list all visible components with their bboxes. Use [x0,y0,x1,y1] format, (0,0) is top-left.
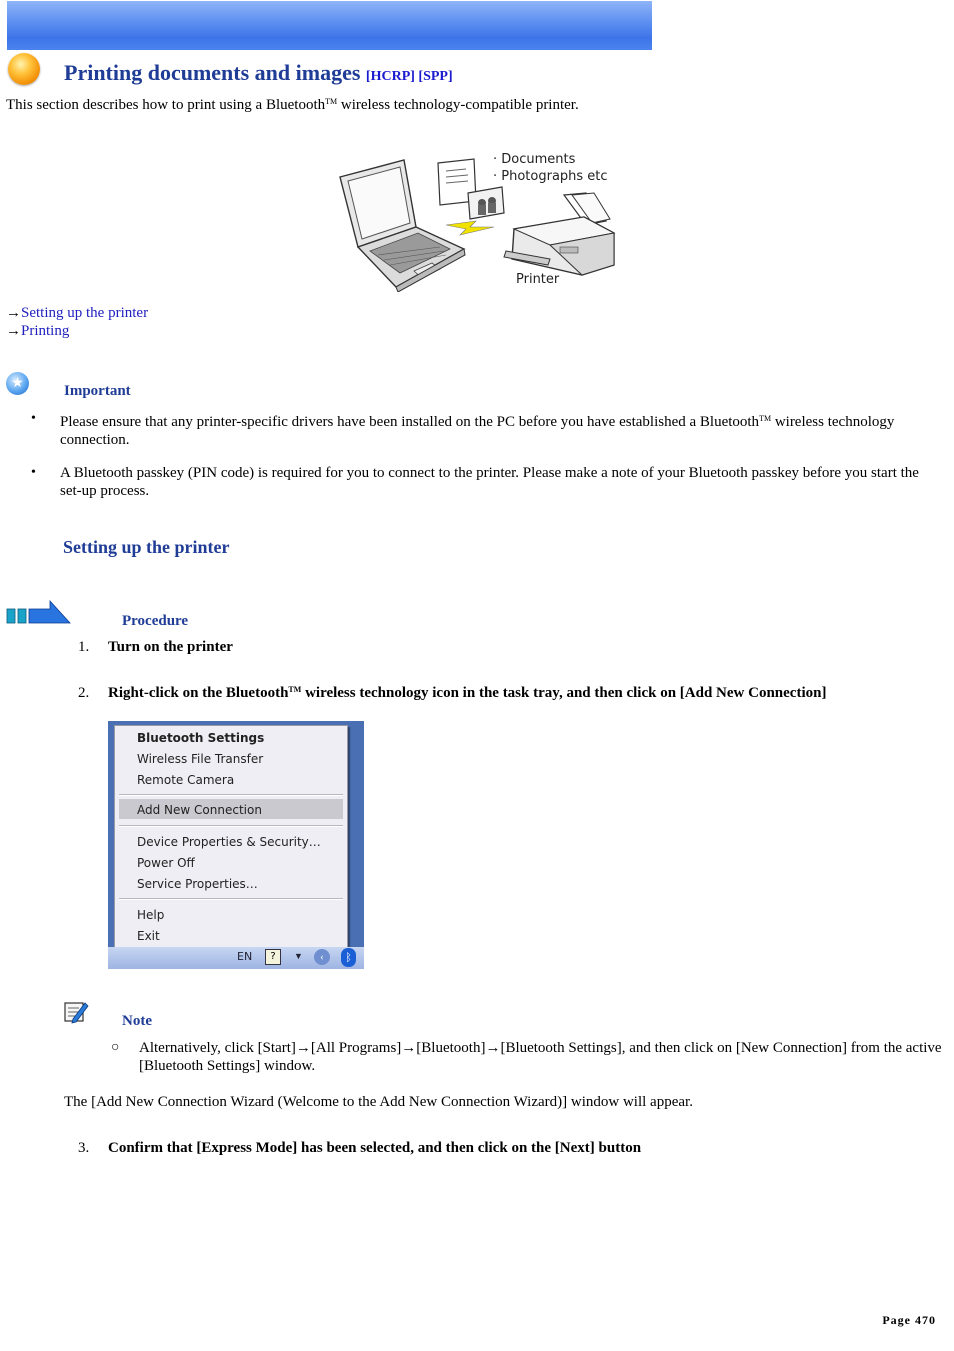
step-1-text: Turn on the printer [108,639,233,655]
star-badge-icon: ★ [6,372,29,395]
figure-label-printer: Printer [516,272,560,287]
printing-illustration [336,147,620,292]
help-icon[interactable]: ? [265,949,281,965]
tm-mark: TM [759,414,772,423]
bullet-dot-icon: • [31,465,36,480]
note-heading: Note [122,1013,152,1029]
orange-ball-icon [8,53,40,85]
menu-separator [119,898,343,900]
procedure-arrow-icon [6,599,72,627]
note-item: Alternatively, click [Start]→[All Programs]→[Bluetooth]→[Bluetooth Settings], and then click on [New Connection] from the active [Bluetooth Settings] window. [139,1040,942,1074]
procedure-heading: Procedure [122,613,189,629]
circle-bullet-icon: ○ [111,1040,120,1055]
intro-text [6,97,579,114]
step-2-before: Right-click on the Bluetooth [108,685,289,701]
chevron-down-icon[interactable]: ▼ [294,951,303,961]
page-number: Page 470 [882,1313,936,1327]
link-setting-up-printer[interactable] [6,305,148,322]
important-item-1-before: Please ensure that any printer-specific drivers have been installed on the PC before you have established a Bluetooth [60,414,760,430]
header-banner [7,1,652,50]
menu-item-add-new-connection[interactable]: Add New Connection [137,803,262,817]
task-tray [108,947,364,969]
section-heading-setting-up: Setting up the printer [63,537,230,557]
wireless-signal-icon [446,221,494,235]
photograph-icon [468,187,504,219]
wizard-appear-text: The [Add New Connection Wizard (Welcome to the Add New Connection Wizard)] window will appear. [64,1094,693,1110]
menu-separator [119,825,343,827]
menu-item-wireless-file-transfer[interactable]: Wireless File Transfer [137,752,264,766]
important-heading: Important [64,383,131,399]
link-text[interactable]: Printing [21,323,70,339]
important-item-1 [60,410,930,449]
bluetooth-context-menu [114,725,348,949]
menu-item-service-properties[interactable]: Service Properties… [137,877,258,891]
step-3-text: Confirm that [Express Mode] has been selected, and then click on the [Next] button [108,1140,642,1156]
step-number: 1. [78,639,90,655]
menu-item-device-properties[interactable]: Device Properties & Security… [137,835,321,849]
page-title-text: Printing documents and images [64,60,361,85]
menu-item-power-off[interactable]: Power Off [137,856,195,870]
context-menu-screenshot [108,721,364,969]
step-number: 2. [78,685,90,701]
important-item-2: A Bluetooth passkey (PIN code) is required for you to connect to the printer. Please make a note of your Bluetooth passkey before you start the set-up process. [60,465,919,499]
bullet-dot-icon: • [31,411,36,426]
bluetooth-icon[interactable]: ᛒ [341,948,356,967]
intro-before: This section describes how to print using a Bluetooth [6,97,326,113]
printer-icon [504,193,614,275]
link-printing[interactable] [6,323,69,340]
menu-item-exit[interactable]: Exit [137,929,160,943]
note-pencil-icon [63,999,89,1025]
step-2-text [108,685,826,702]
tm-mark: TM [325,97,338,106]
tm-mark: TM [288,685,302,694]
menu-item-help[interactable]: Help [137,908,165,922]
language-indicator[interactable]: EN [237,950,253,963]
step-2-after: wireless technology icon in the task tray, and then click on [Add New Connection] [301,685,827,701]
important-item-1-after: wireless technology connection. [60,414,895,448]
right-arrow-icon: → [6,305,21,321]
right-arrow-icon: → [6,323,21,339]
figure-label-documents: · Documents [493,152,576,167]
menu-item-bluetooth-settings[interactable]: Bluetooth Settings [137,731,265,745]
figure-label-photographs: · Photographs etc [493,169,608,184]
page-title [64,60,453,86]
chevron-left-icon[interactable]: ‹ [314,949,330,965]
step-number: 3. [78,1140,90,1156]
menu-item-remote-camera[interactable]: Remote Camera [137,773,235,787]
menu-separator [119,794,343,796]
profile-tags: [HCRP] [SPP] [365,69,453,84]
intro-after: wireless technology-compatible printer. [337,97,579,113]
link-text[interactable]: Setting up the printer [21,305,149,321]
